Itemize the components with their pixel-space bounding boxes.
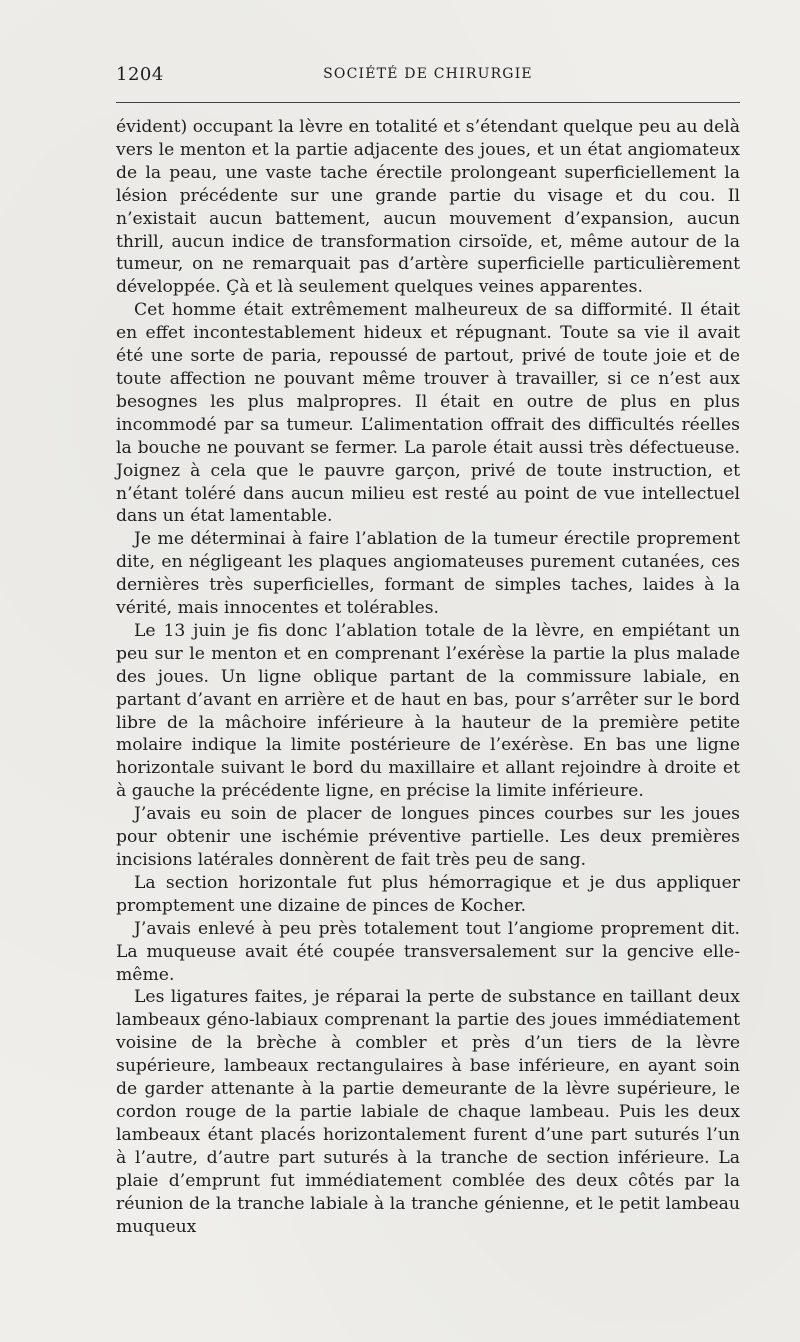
- paragraph: Cet homme était extrêmement malheureux de sa difformité. Il était en effet incontestablement hideux et répugnant. Toute sa vie il avait été une sorte de paria, repoussé de partout, privé de toute joie et de toute affection ne pouvant même trouver à travailler, si ce n’est aux besognes les plus malpropres. Il était en outre de plus en plus incommodé par sa tumeur. L’alimentation offrait des difficultés réelles la bouche ne pouvant se fermer. La parole était aussi très défectueuse. Joignez à cela que le pauvre garçon, privé de toute instruction, et n’étant toléré dans aucun milieu est resté au point de vue intellectuel dans un état lamentable.: [116, 300, 740, 527]
- paragraph: La section horizontale fut plus hémorragique et je dus appliquer promptement une dizaine de pinces de Kocher.: [116, 872, 740, 916]
- paragraph: Le 13 juin je fis donc l’ablation totale de la lèvre, en empiétant un peu sur le menton et en comprenant l’exérèse la partie la plus malade des joues. Un ligne oblique partant de la commissure labiale, en partant d’avant en arrière et de haut en bas, pour s’arrêter sur le bord libre de la mâchoire inférieure à la hauteur de la première petite molaire indique la limite postérieure de l’exérèse. En bas une ligne horizontale suivant le bord du maxillaire et allant rejoindre à droite et à gauche la précédente ligne, en précise la limite inférieure.: [116, 620, 740, 802]
- paragraph: J’avais enlevé à peu près totalement tout l’angiome proprement dit. La muqueuse avait été coupée transversalement sur la gencive elle-même.: [116, 918, 740, 985]
- paragraph: J’avais eu soin de placer de longues pinces courbes sur les joues pour obtenir une ischémie préventive partielle. Les deux premières incisions latérales donnèrent de fait très peu de sang.: [116, 804, 740, 870]
- page-header: [116, 64, 740, 86]
- paragraph: évident) occupant la lèvre en totalité et s’étendant quelque peu au delà vers le menton et la partie adjacente des joues, et un état angiomateux de la peau, une vaste tache érectile prolongeant superficiellement la lésion précédente sur une grande partie du visage et du cou. Il n’existait aucun battement, aucun mouvement d’expansion, aucun thrill, aucun indice de transformation cirsoïde, et, même autour de la tumeur, on ne remarquait pas d’artère superficielle particulièrement développée. Çà et là seulement quelques veines apparentes.: [116, 117, 740, 298]
- paragraph: Les ligatures faites, je réparai la perte de substance en taillant deux lambeaux géno-labiaux comprenant la partie des joues immédiatement voisine de la brèche à combler et près d’un tiers de la lèvre supérieure, lambeaux rectangulaires à base inférieure, en ayant soin de garder attenante à la partie demeurante de la lèvre supérieure, le cordon rouge de la partie labiale de chaque lambeau. Puis les deux lambeaux étant placés horizontalement furent d’une part suturés l’un à l’autre, d’autre part suturés à la tranche de section inférieure. La plaie d’emprunt fut immédiatement comblée des deux côtés par la réunion de la tranche labiale à la tranche génienne, et le petit lambeau muqueux: [116, 987, 740, 1237]
- header-rule: [116, 102, 740, 103]
- running-title: SOCIÉTÉ DE CHIRURGIE: [323, 66, 533, 82]
- page-number: 1204: [116, 64, 164, 85]
- paragraph: Je me déterminai à faire l’ablation de la tumeur érectile proprement dite, en négligeant les plaques angiomateuses purement cutanées, ces dernières très superficielles, formant de simples taches, laides à la vérité, mais innocentes et tolérables.: [116, 529, 740, 619]
- body-text: [116, 116, 740, 1238]
